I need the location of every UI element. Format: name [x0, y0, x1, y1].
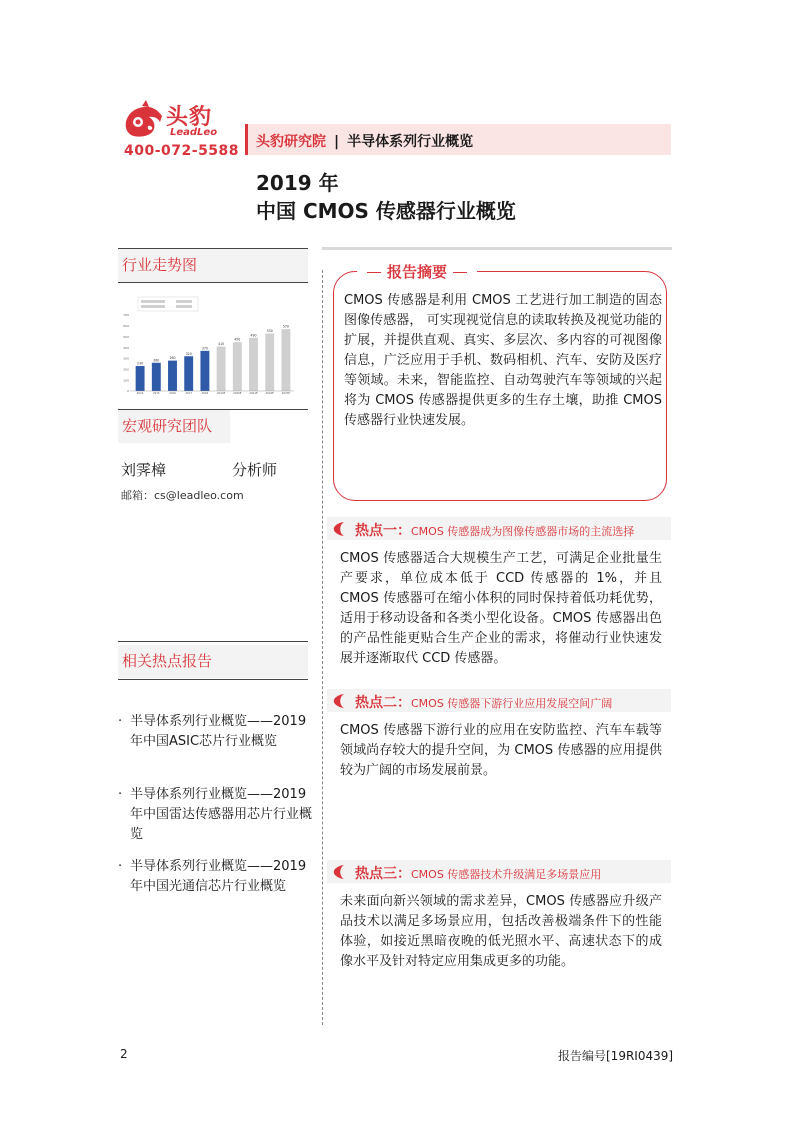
chart-category-label: 2022E: [265, 392, 274, 395]
hotspot-label-text: 热点二：: [355, 695, 411, 711]
trend-chart: [118, 293, 296, 395]
chart-value-label: 490: [250, 333, 257, 338]
chart-category-label: 2015: [152, 392, 160, 395]
page-number: 2: [120, 1047, 128, 1061]
hotspot-title: CMOS 传感器技术升级满足多场景应用: [411, 868, 602, 881]
hotspot-label: [355, 863, 601, 883]
divider: [118, 282, 308, 283]
header-series-name: 半导体系列行业概览: [347, 134, 474, 150]
related-report-title: 半导体系列行业概览——2019年中国ASIC芯片行业概览: [130, 714, 307, 749]
chart-y-tick: 0: [127, 389, 129, 394]
hotspot-arrow-icon: [331, 863, 349, 881]
section-label-trend: 行业走势图: [118, 249, 308, 282]
hotspot-label-text: 热点一：: [355, 523, 411, 539]
bullet: ·: [118, 859, 123, 874]
chart-category-label: 2014: [136, 392, 144, 395]
page-title: 中国 CMOS 传感器行业概览: [256, 199, 516, 223]
chart-bar: [265, 333, 274, 391]
chart-value-label: 530: [266, 328, 273, 333]
hotspot-title: CMOS 传感器下游行业应用发展空间广阔: [411, 697, 613, 710]
summary-label: [357, 261, 477, 282]
chart-value-label: 370: [201, 346, 208, 351]
summary-label-text: 报告摘要: [387, 263, 448, 281]
chart-value-label: 410: [218, 341, 225, 346]
header-series: [256, 131, 473, 151]
top-divider: [322, 247, 672, 250]
chart-category-label: 2019E: [216, 392, 226, 395]
header-accent-bar: [245, 124, 248, 155]
divider: [118, 641, 308, 642]
chart-bar: [184, 356, 193, 391]
column-divider: [322, 270, 323, 1025]
chart-bar: [233, 342, 242, 391]
chart-bar: [217, 346, 226, 391]
chart-y-tick: 400: [123, 345, 129, 350]
page-title-year: 2019 年: [256, 171, 339, 195]
chart-category-label: 2017: [185, 392, 193, 395]
hotspot-title: CMOS 传感器成为图像传感器市场的主流选择: [411, 525, 635, 538]
chart-value-label: 230: [137, 361, 144, 366]
chart-legend-swatch: [176, 300, 192, 303]
chart-axis: [123, 313, 129, 393]
chart-legend-swatch: [141, 300, 165, 303]
chart-bar: [200, 351, 209, 391]
analyst-email: 邮箱：cs@leadleo.com: [121, 489, 244, 502]
chart-value-label: 320: [185, 351, 192, 356]
summary-text: CMOS 传感器是利用 CMOS 工艺进行加工制造的固态图像传感器， 可实现视觉信息的读取转换及视觉功能的扩展，并提供直观、真实、多层次、多内容的可视图像信息，广泛应用于手机、数码相机、汽车、安防及医疗等领域。未来，智能监控、自动驾驶汽车等领域的兴起将为 CMOS 传感器提供更多的生存土壤，助推 CMOS 传感器行业快速发展。: [344, 293, 662, 428]
chart-value-label: 570: [282, 324, 289, 329]
hotspot-label: [355, 692, 612, 712]
related-report-item[interactable]: [118, 785, 313, 847]
hotspot-header: [327, 689, 671, 712]
chart-category-label: 2020E: [233, 392, 242, 395]
bullet: ·: [118, 714, 123, 729]
hotspot-arrow-icon: [331, 692, 349, 710]
related-report-title: 半导体系列行业概览——2019 年中国光通信芯片行业概览: [130, 859, 307, 894]
chart-bar: [281, 329, 290, 391]
chart-category-label: 2016: [169, 392, 176, 395]
chart-y-tick: 200: [123, 367, 129, 372]
chart-bar: [168, 361, 177, 391]
chart-legend-swatch: [141, 305, 165, 308]
divider: [118, 679, 308, 680]
chart-value-label: 260: [153, 358, 160, 363]
hotspot-label-text: 热点三：: [355, 866, 411, 882]
chart-legend: [138, 297, 198, 311]
hotspot-arrow-icon: [331, 520, 349, 538]
brand-name-en: LeadLeo: [170, 127, 218, 138]
header-org: 头豹研究院: [256, 134, 326, 150]
hotspot-label: [355, 520, 634, 540]
section-label-related: 相关热点报告: [118, 645, 308, 678]
chart-category-label: 2018: [201, 392, 209, 395]
hotspot-text: 未来面向新兴领域的需求差异，CMOS 传感器应升级产品技术以满足多场景应用，包括改善极端条件下的性能体验，如接近黑暗夜晚的低光照水平、高速状态下的成像水平及针对特定应用集成更多的功能。: [340, 894, 662, 969]
chart-y-tick: 500: [123, 334, 129, 339]
hotspot-text: CMOS 传感器下游行业的应用在安防监控、汽车车载等领域尚存较大的提升空间，为 CMOS 传感器的应用提供较为广阔的市场发展前景。: [340, 723, 662, 778]
related-report-item[interactable]: [118, 857, 313, 919]
chart-y-tick: 100: [123, 378, 129, 383]
related-report-item[interactable]: [118, 712, 313, 774]
analyst-role: 分析师: [232, 461, 278, 479]
bullet: ·: [118, 787, 123, 802]
hotspot-header: [327, 517, 671, 540]
chart-value-label: 280: [169, 356, 176, 361]
chart-bar: [152, 363, 161, 391]
chart-legend-swatch: [176, 305, 192, 308]
chart-category-label: 2023E: [281, 392, 291, 395]
chart-y-tick: 700: [123, 313, 129, 318]
chart-bar: [249, 338, 258, 391]
chart-value-label: 450: [234, 337, 241, 342]
chart-y-tick: 600: [123, 324, 129, 329]
report-number: 报告编号[19RI0439]: [558, 1049, 674, 1063]
header-separator: |: [334, 134, 340, 150]
chart-category-label: 2021E: [249, 392, 258, 395]
hotspot-text: CMOS 传感器适合大规模生产工艺，可满足企业批量生产要求，单位成本低于 CCD 传感器的 1%，并且 CMOS 传感器可在缩小体积的同时保持着低功耗优势，适用于移动设备和各类小型化设备。CMOS 传感器出色的产品性能更贴合生产企业的需求，将催动行业快速发展并逐渐取代 CCD 传感器。: [340, 551, 662, 666]
brand-name-cn: 头豹: [166, 105, 213, 130]
phone-number: 400-072-5588: [124, 143, 240, 159]
chart-y-tick: 300: [123, 356, 129, 361]
hotspot-header: [327, 860, 671, 883]
analyst-name: 刘霁樟: [121, 461, 167, 479]
section-label-team: 宏观研究团队: [118, 410, 230, 443]
related-report-title: 半导体系列行业概览——2019 年中国雷达传感器用芯片行业概览: [130, 787, 313, 842]
chart-bar: [136, 366, 145, 391]
